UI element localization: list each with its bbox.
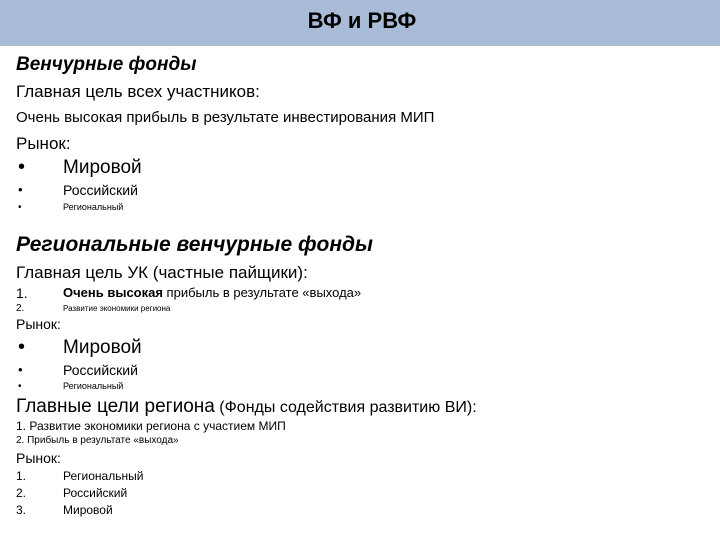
bullet-icon: •	[18, 381, 22, 392]
regional-market-item: Российский	[63, 362, 138, 378]
venture-heading: Венчурные фонды	[16, 54, 197, 75]
venture-market-item: Мировой	[63, 157, 142, 178]
bullet-icon: •	[18, 182, 23, 197]
region-market-item: Российский	[63, 486, 128, 500]
regional-goal-item: Развитие экономики региона	[63, 304, 171, 313]
region-market-label: Рынок:	[16, 450, 61, 466]
venture-market-label: Рынок:	[16, 134, 71, 153]
regional-goal-num: 1.	[16, 285, 28, 301]
regional-goal-emphasis: Очень высокая	[63, 285, 163, 300]
regional-market-label: Рынок:	[16, 316, 61, 332]
region-goal-item: 2. Прибыль в результате «выхода»	[16, 435, 179, 446]
region-market-item: Региональный	[63, 469, 144, 483]
region-market-num: 1.	[16, 469, 27, 483]
region-market-num: 3.	[16, 503, 27, 517]
region-market-num: 2.	[16, 486, 27, 500]
region-goals-heading	[16, 397, 477, 416]
regional-goal-num: 2.	[16, 303, 25, 314]
regional-goal-item	[63, 286, 361, 299]
venture-goal-text: Очень высокая прибыль в результате инвестирования МИП	[16, 109, 435, 126]
venture-market-item: Региональный	[63, 202, 124, 212]
regional-market-item: Мировой	[63, 337, 142, 358]
region-market-item: Мировой	[63, 503, 113, 517]
page-title: ВФ и РВФ	[307, 8, 417, 33]
bullet-icon: •	[18, 362, 23, 377]
bullet-icon: •	[18, 336, 26, 358]
regional-market-item: Региональный	[63, 381, 124, 391]
region-goals-heading-main: Главные цели региона	[16, 396, 215, 417]
venture-market-item: Российский	[63, 182, 138, 198]
regional-heading: Региональные венчурные фонды	[16, 233, 373, 256]
region-goals-heading-paren: (Фонды содействия развитию ВИ):	[214, 399, 477, 416]
regional-goal-label: Главная цель УК (частные пайщики):	[16, 263, 308, 282]
regional-goal-rest: прибыль в результате «выхода»	[162, 285, 362, 300]
title-bar	[0, 0, 720, 46]
bullet-icon: •	[18, 202, 22, 213]
region-goal-item: 1. Развитие экономики региона с участием МИП	[16, 419, 286, 433]
venture-goal-label: Главная цель всех участников:	[16, 82, 260, 101]
bullet-icon: •	[18, 156, 26, 178]
